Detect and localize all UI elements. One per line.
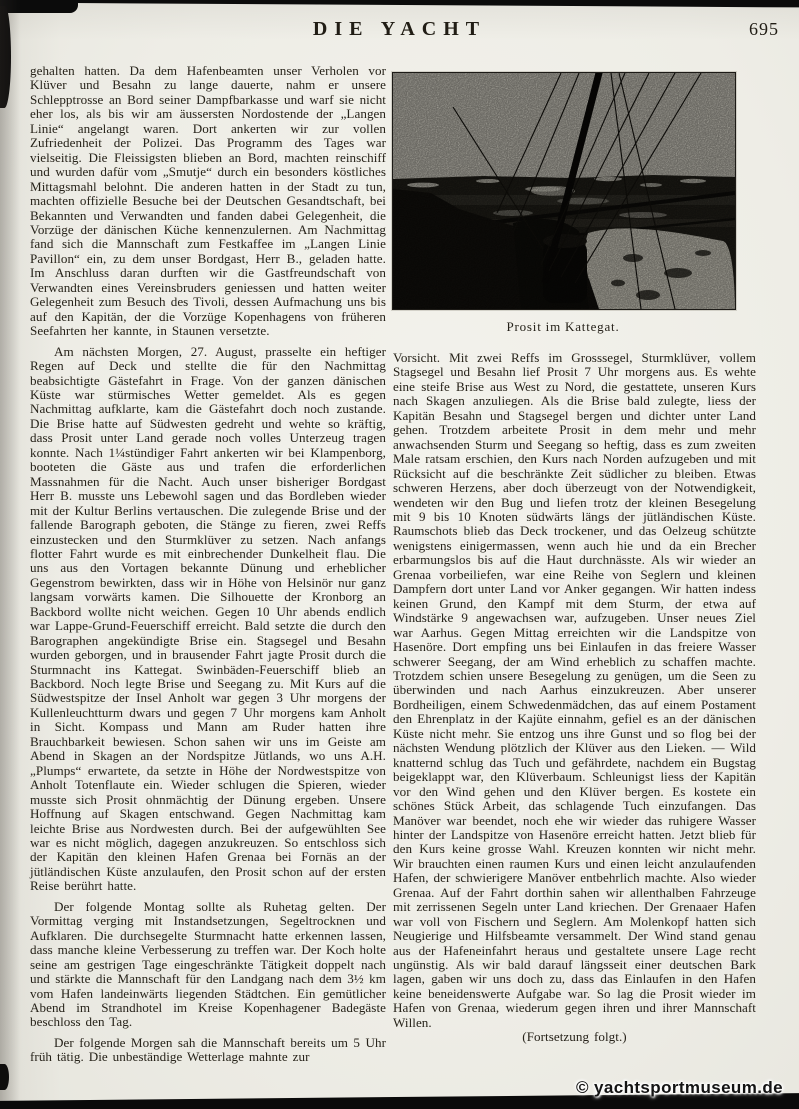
page-number: 695: [749, 19, 779, 39]
scan-gutter-shadow: [0, 0, 20, 1109]
paragraph: gehalten hatten. Da dem Hafenbeamten unser Verholen vor Klüver und Besahn zu lange dauerte, nahm er unsere Schlepptrosse an Bord seiner Dampfbarkasse und warf sie nicht eher los, als bis wir am äussersten Nordostende der „Langen Linie“ angelangt waren. Dort ankerten wir zur vollen Zufriedenheit der Polizei. Das Programm des Tages war vielseitig. Die Fleissigsten blieben an Bord, machten reinschiff und wurden dafür vom „Smutje“ durch ein besonders köstliches Mittagsmahl belohnt. Die anderen hatten in der Stadt zu tun, machten offizielle Besuche bei der Deutschen Gesandtschaft, bei Bekannten und Verwandten und fanden dabei Gelegenheit, die Vorzüge der dänischen Küche kennenzulernen. Am Nachmittag fand sich die Mannschaft zum Festkaffee im „Langen Linie Pavillon“ ein, zu dem unser Bordgast, Herr B., geladen hatte. Im Anschluss daran durften wir die Gastfreundschaft von Verwandten eines Vereinsbruders geniessen und hatten weiter Gelegenheit zum Besuch des Tivoli, dessen Aufmachung uns bis auf den Kapitän, der die Vorzüge Kopenhagens von früheren Seefahrten her kannte, in Staunen versetzte.: [30, 63, 386, 339]
paragraph: Am nächsten Morgen, 27. August, prasselte ein heftiger Regen auf Deck und stellte die für den Nachmittag beabsichtigte Gästefahrt in Frage. Von der ganzen dänischen Küste war stürmisches Wetter gemeldet. Als es gegen Nachmittag aufklarte, kam die Gästefahrt doch noch zustande. Die Brise hatte auf Südwesten gedreht und wehte so kräftig, dass Prosit unter Land gerade noch volles Unterzeug tragen konnte. Nach 1¼stündiger Fahrt ankerten wir bei Klampenborg, booteten die Gäste aus und trafen die erforderlichen Massnahmen für die Nacht. Auch unser bisheriger Bordgast Herr B. musste uns Lebewohl sagen und das Bordleben wieder mit der Kultur Berlins vertauschen. Die zulegende Brise und der fallende Barograph geboten, die Stänge zu fieren, zwei Reffs einzustecken und den Sturmklüver zu setzen. Nach anfangs flotter Fahrt wurde es mit einbrechender Dunkelheit flau. Die uns aus den Vortagen bekannte Dünung und erheblicher Gegenstrom bewirkten, dass wir in Höhe von Helsinör nur ganz langsam vorwärts kamen. Die Silhouette der Kronborg an Backbord wollte nicht weichen. Gegen 10 Uhr abends endlich war Lappe-Grund-Feuerschiff erreicht. Bald setzte die durch den Barographen angekündigte Brise ein. Stagsegel und Besahn wurden geborgen, und in brausender Fahrt jagte Prosit durch die Sturmnacht ins Kattegat. Swinbäden-Feuerschiff blieb an Backbord. Noch legte Brise und Seegang zu. Mit Kurs auf die Südwestspitze der Insel Anholt war gegen 3 Uhr morgens der Kullenleuchtturm dwars und gegen 7 Uhr morgens kam Anholt in Sicht. Kompass und Mann am Ruder hatten ihre Brauchbarkeit bewiesen. Schon sahen wir uns im Geiste am Abend in Skagen an der Nordspitze Jütlands, wo uns A.H. „Plumps“ erwartete, da setzte in Höhe der Nordwestspitze von Anholt Totenflaute ein. Wieder schlugen die Spieren, wieder musste sich Prosit ohnmächtig der Dünung ergeben. Unsere Hoffnung auf Skagen entschwand. Gegen Nachmittag kam leichte Brise aus Nordwesten durch. Bei der aufgewühlten See war es nicht möglich, dagegen anzukreuzen. So entschloss sich der Kapitän den kleinen Hafen Grenaa bei Fornäs an der jütländischen Küste anzulaufen, den Prosit schon auf der ersten Reise berührt hatte.: [30, 343, 386, 894]
scan-edge-top: [0, 0, 799, 7]
yacht-deck-photo: [392, 72, 736, 310]
paragraph: Vorsicht. Mit zwei Reffs im Grosssegel, Sturmklüver, vollem Stagsegel und Besahn lief Prosit 7 Uhr morgens aus. Es wehte eine steife Brise aus West zu Nord, die gestattete, unseren Kurs nach Skagen anzuliegen. Als die Brise bald zulegte, liess der Kapitän Besahn und Stagsegel bergen und dichter unter Land gehen. Trotzdem arbeitete Prosit in dem mehr und mehr anwachsenden Sturm und Seegang so heftig, dass es zum zweiten Male ratsam erschien, den Kurs nach Norden aufzugeben und mit Rücksicht auf die beschränkte Zeit südlicher zu bleiben. Etwas schweren Herzens, aber doch überzeugt von der Notwendigkeit, wendeten wir den Bug und liefen trotz der kleinen Besegelung mit 9 bis 10 Knoten südwärts längs der jütländischen Küste. Raumschots blieb das Deck trockener, und das Oelzeug schützte wenigstens einigermassen, wenn auch hie und da ein Brecher erbarmungslos bis auf die Haut durchnässte. Als wir wieder an Grenaa vorbeiliefen, war eine Reihe von Seglern und kleinen Dampfern dort unter Land vor Anker gegangen. Wir hatten indess keinen Grund, den Kampf mit dem Sturm, der etwa auf Windstärke 9 angewachsen war, aufzugeben. Unser neues Ziel war Aarhus. Gegen Mittag erreichten wir die Landspitze von Hasenöre. Dort empfing uns bei Einlaufen in das freiere Wasser schwerer Seegang, der am Wind erheblich zu schaffen machte. Trotzdem schien unsere Besegelung zu genügen, um die Seen zu überwinden und nach Aarhus einzukreuzen. Aber unserer Bordheiligen, einem Schwedenmädchen, das auf einem Postament den Ehrenplatz in der Kajüte einnahm, gefiel es an der dänischen Küste nicht mehr. Sie entzog uns ihre Gunst und so flog bei der nächsten Wendung plötzlich der Klüver aus den Lieken. — Wild knatternd schlug das Tuch und gefährdete, nachdem ein Bugstag beigeklappt war, den Klüverbaum. Schleunigst liess der Kapitän vor den Wind gehen und den Klüver bergen. Es kostete ein schönes Stück Arbeit, das schlagende Tuch einzufangen. Das Manöver war beendet, noch ehe wir wieder das ruhigere Wasser hinter der Landspitze von Hasenöre erreicht hatten. Jetzt blieb für den Kurs keine grosse Wahl. Kreuzen konnten wir nicht mehr. Wir brauchten einen raumen Kurs und einen leicht anzulaufenden Hafen, der schwierigere Manöver entbehrlich machte. Also wieder Grenaa. Auf der Fahrt dorthin sahen wir allenthalben Fahrzeuge mit zerrissenen Segeln unter Land kriechen. Der Grenaaer Hafen war voll von Fischern und Seglern. Am Molenkopf hatten sich Neugierige und Hilfsbeamte versammelt. Der Wind stand genau aus der Hafeneinfahrt heraus und gestaltete unsere Lage recht ungünstig. Als wir bald darauf längsseit einer deutschen Bark lagen, gaben wir uns doch zu, dass das Einlaufen in den Hafen keine beneidenswerte Aufgabe war. So lag die Prosit wieder im Hafen von Grenaa, wiederum gegen ihren und ihrer Mannschaft Willen.: [393, 350, 757, 1030]
magazine-title: DIE YACHT: [312, 18, 487, 40]
watermark: © yachtsportmuseum.de: [575, 1078, 783, 1097]
photo-caption: Prosit im Kattegat.: [506, 319, 620, 334]
photo-figure: [392, 72, 734, 335]
paragraph: Der folgende Montag sollte als Ruhetag gelten. Der Vormittag verging mit Instandsetzungen, Segeltrocknen und Aufklaren. Die durchsegelte Sturmnacht hatte erkennen lassen, dass manche kleine Verbesserung zu treffen war. Der Koch holte seine am gestrigen Tage eingeschränkte Tätigkeit doppelt nach und stärkte die Mannschaft für den Landgang nach dem 3½ km vom Hafen landeinwärts liegenden Städtchen. Ein gemütlicher Abend im Strandhotel im Kreise Kopenhagener Badegäste beschloss den Tag.: [30, 898, 386, 1030]
paragraph: Der folgende Morgen sah die Mannschaft bereits um 5 Uhr früh tätig. Die unbeständige Wetterlage mahnte zur: [30, 1034, 386, 1065]
scan-edge-nub: [0, 1064, 9, 1090]
right-column: [393, 351, 756, 1045]
continuation-note: (Fortsetzung folgt.): [522, 1029, 627, 1045]
left-column: [30, 64, 386, 1088]
